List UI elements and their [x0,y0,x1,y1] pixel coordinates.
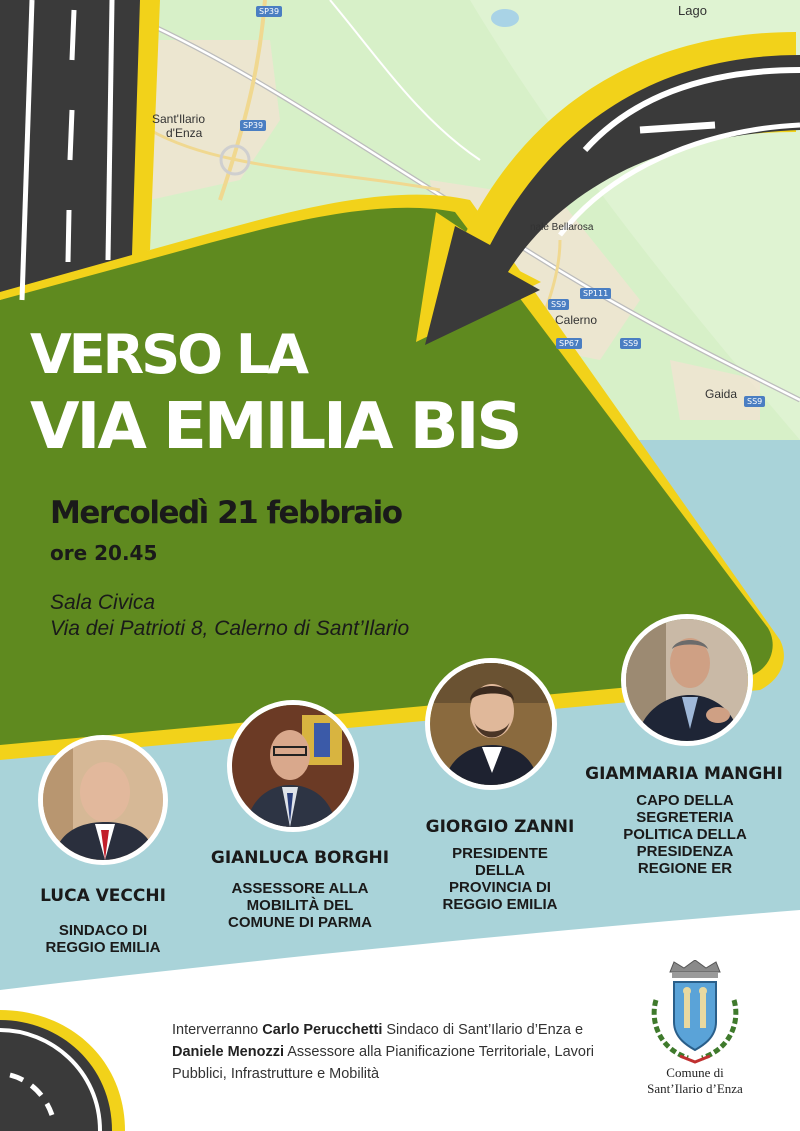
event-time: ore 20.45 [50,541,158,565]
speaker-photo-borghi [227,700,359,832]
speaker-photo-vecchi [38,735,168,865]
speaker-role-manghi: CAPO DELLA SEGRETERIA POLITICA DELLA PRESIDENZA REGIONE ER [623,792,747,877]
road-badge: SP111 [580,288,611,299]
speaker-name-zanni: GIORGIO ZANNI [425,817,575,837]
road-badge: SP67 [556,338,582,349]
road-badge: SS9 [548,299,569,310]
footer-name-2: Daniele Menozzi [172,1044,284,1060]
road-badge: SP39 [240,120,266,131]
footer-note: Interverranno Carlo Perucchetti Sindaco di Sant’Ilario d’Enza e Daniele Menozzi Assessore alla Pianificazione Territoriale, Lavori Pubblici, Infrastrutture e Mobilità [172,1022,595,1082]
municipality-name: Comune di Sant’Ilario d’Enza [647,1065,743,1096]
footer-name-1: Carlo Perucchetti [262,1022,383,1038]
event-venue-block [50,590,409,642]
event-address: Via dei Patrioti 8, Calerno di Sant’Ilario [50,617,410,640]
event-venue: Sala Civica [50,591,156,614]
road-badge: SP39 [256,6,282,17]
map-label-lago: Lago [678,3,707,18]
map-label-santilario: Sant'Ilario [152,112,205,126]
title-line-1: VERSO LA [30,323,307,386]
speaker-role-borghi: ASSESSORE ALLA MOBILITÀ DEL COMUNE DI PARMA [228,880,372,931]
title-line-2: VIA EMILIA BIS [30,390,520,464]
map-label-gaida: Gaida [705,387,738,401]
road-badge: SS9 [620,338,641,349]
speaker-photo-manghi [621,614,753,746]
event-date: Mercoledì 21 febbraio [50,495,402,531]
speaker-role-vecchi: SINDACO DI REGGIO EMILIA [45,922,161,956]
road-badge: SS9 [744,396,765,407]
map-label-calerno: Calerno [555,313,598,327]
speaker-name-manghi: GIAMMARIA MANGHI [585,764,783,784]
speaker-photo-zanni [425,658,557,790]
speaker-role-zanni: PRESIDENTE DELLA PROVINCIA DI REGGIO EMILIA [442,845,558,913]
map-label-denza: d'Enza [166,126,203,140]
speaker-name-vecchi: LUCA VECCHI [40,886,166,906]
speaker-name-borghi: GIANLUCA BORGHI [210,848,390,868]
map-label-bellarosa: nale Bellarosa [530,222,594,233]
coat-of-arms-icon [640,960,750,1065]
